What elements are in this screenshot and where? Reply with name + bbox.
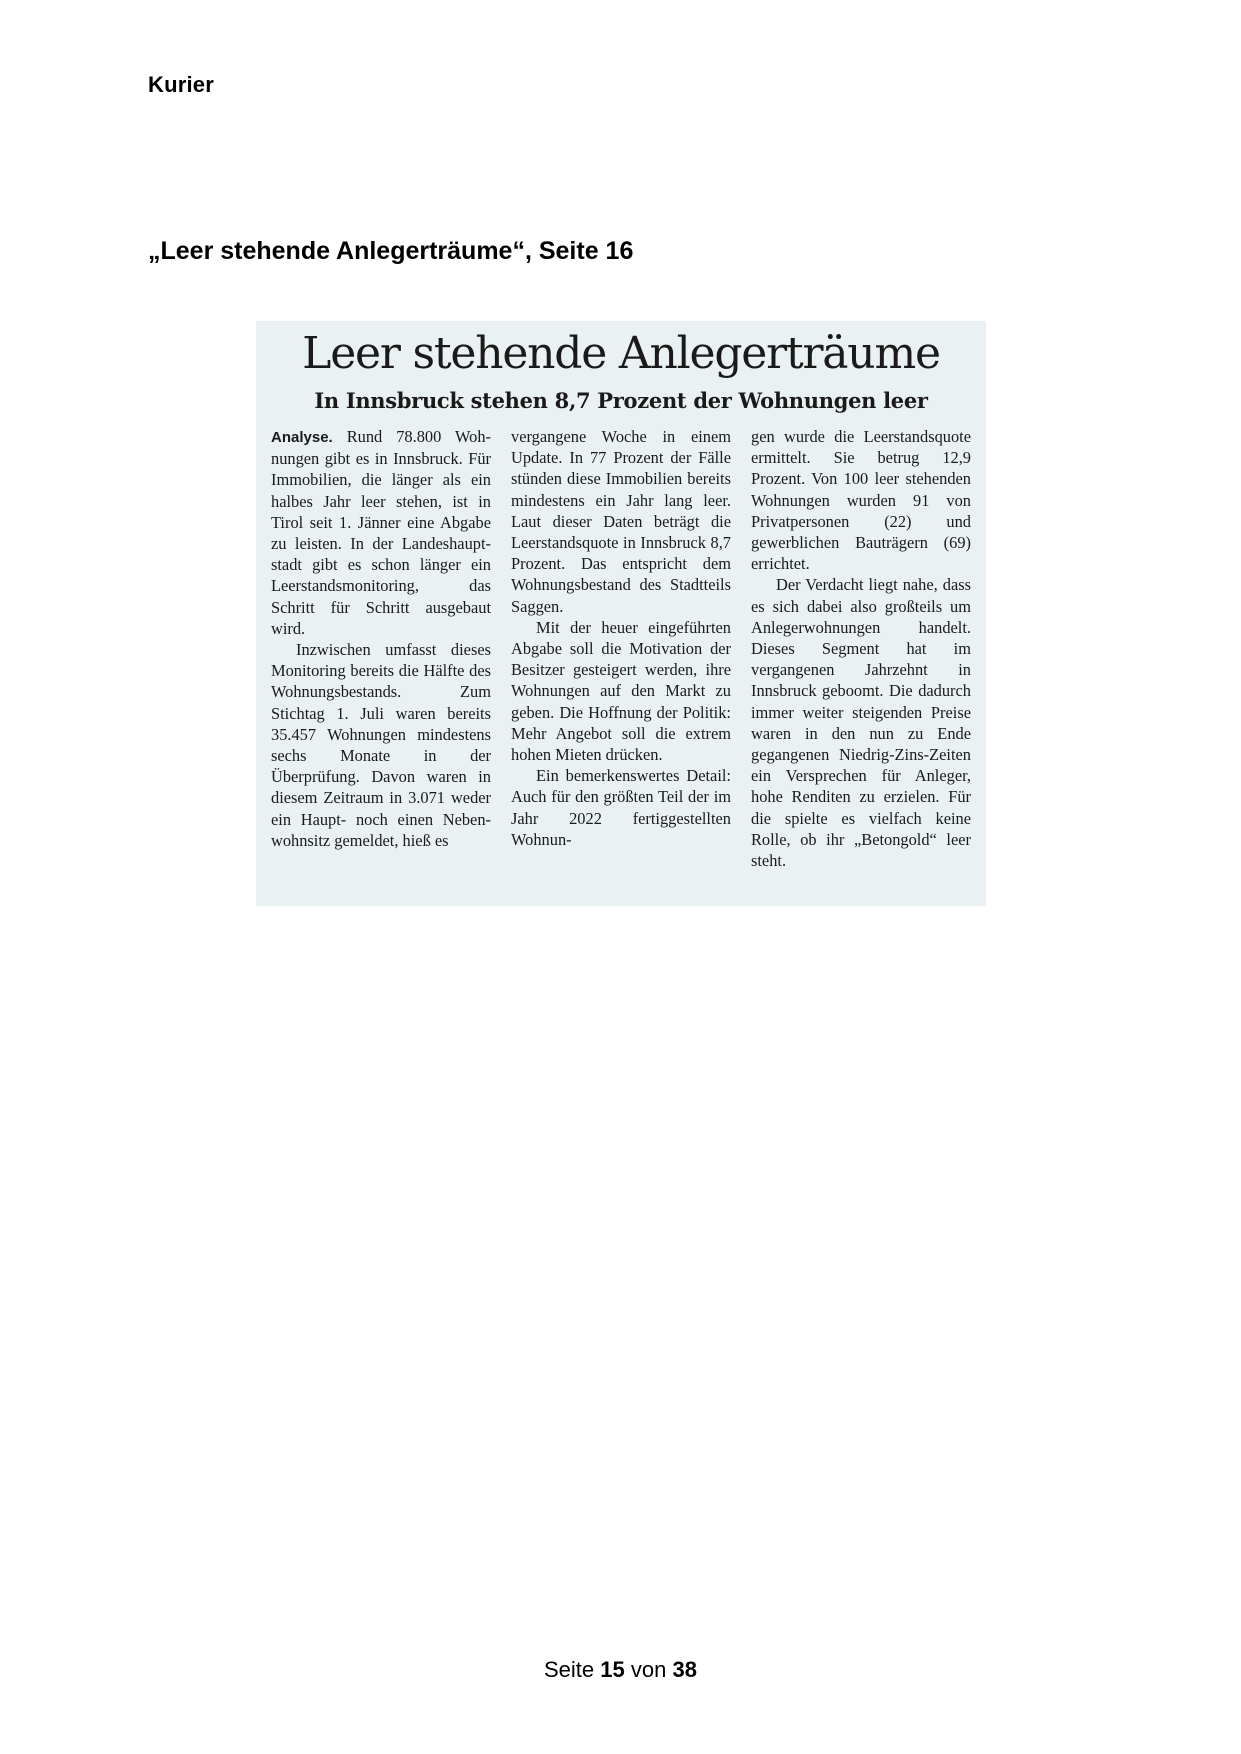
lead-label: Analyse. — [271, 429, 333, 446]
article-paragraph: vergangene Woche in einem Update. In 77 Prozent der Fälle stünden diese Immobilien bereits mindestens ein Jahr lang leer. Laut dieser Daten beträgt die Leerstandsquote in Innsbruck 8,7 Prozent. Das entspricht dem Wohnungsbestand des Stadtteils Saggen. — [511, 427, 731, 616]
article-paragraph — [271, 426, 491, 639]
article-columns — [271, 426, 971, 871]
article-paragraph: Der Verdacht liegt nahe, dass es sich dabei also großteils um Anlegerwohnungen handelt. Dieses Segment hat im vergangenen Jahrzehnt in Innsbruck geboomt. Die dadurch immer weiter steigenden Preise waren in den nun zu Ende gegangenen Niedrig-Zins-Zeiten ein Versprechen für Anleger, hohe Renditen zu erzielen. Für die spielte es vielfach keine Rolle, ob ihr „Betongold“ leer steht. — [751, 575, 971, 871]
paragraph-text: Rund 78.800 Wohnungen gibt es in Innsbruck. Für Immobilien, die länger als ein halbes Jahr leer stehen, ist in Tirol seit 1. Jänner eine Abgabe zu leisten. In der Landeshauptstadt gibt es schon länger ein Leerstandsmonitoring, das Schritt für Schritt ausgebaut wird. — [271, 427, 491, 638]
article-headline: Leer stehende Anlegerträume — [302, 328, 940, 379]
total-page-count: 38 — [672, 1657, 697, 1682]
article-subheadline: In Innsbruck stehen 8,7 Prozent der Wohnungen leer — [314, 388, 928, 413]
footer-middle: von — [630, 1657, 667, 1682]
article-paragraph: Inzwischen umfasst dieses Monitoring bereits die Hälfte des Wohnungsbestands. Zum Stichtag 1. Juli waren bereits 35.457 Wohnungen mindestens sechs Monate in der Überprüfung. Davon waren in diesem Zeitraum in 3.071 weder ein Haupt- noch einen Nebenwohnsitz gemeldet, hieß es — [271, 640, 491, 850]
current-page-number: 15 — [600, 1657, 625, 1682]
article-paragraph: Ein bemerkenswertes Detail: Auch für den größten Teil der im Jahr 2022 fertiggestellten Wohnun- — [511, 766, 731, 849]
article-column-3 — [751, 426, 971, 871]
newspaper-clipping — [256, 321, 986, 906]
footer-prefix: Seite — [544, 1657, 595, 1682]
source-name: Kurier — [148, 72, 214, 97]
document-heading: „Leer stehende Anlegerträume“, Seite 16 — [148, 237, 634, 265]
page-footer — [0, 1657, 1241, 1683]
article-paragraph: gen wurde die Leerstandsquote ermittelt. Sie betrug 12,9 Prozent. Von 100 leer stehenden Wohnungen wurden 91 von Privatpersonen (22) und gewerblichen Bauträgern (69) errichtet. — [751, 427, 971, 574]
article-column-1 — [271, 426, 491, 871]
article-paragraph: Mit der heuer eingeführten Abgabe soll die Motivation der Besitzer gesteigert werden, ihre Wohnungen auf den Markt zu geben. Die Hoffnung der Politik: Mehr Angebot soll die extrem hohen Mieten drücken. — [511, 617, 731, 765]
article-column-2 — [511, 426, 731, 871]
